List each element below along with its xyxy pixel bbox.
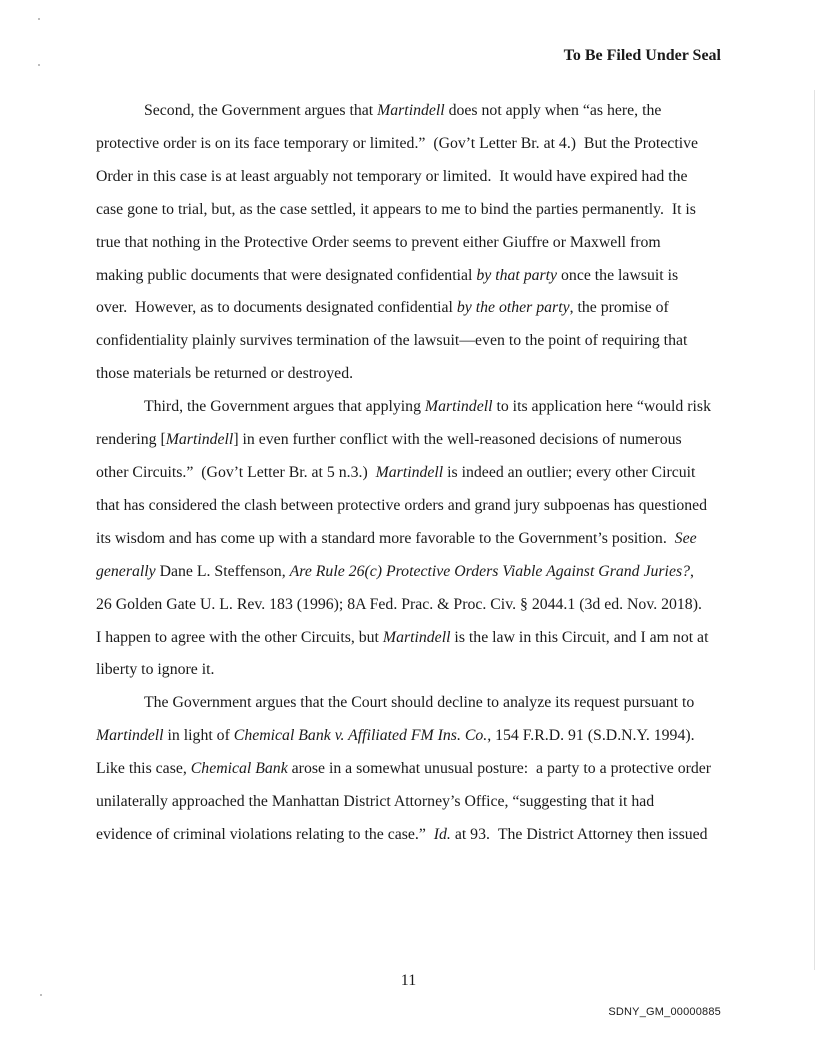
text-line: 26 Golden Gate U. L. Rev. 183 (1996); 8A Fed. Prac. & Proc. Civ. § 2044.1 (3d ed. Nov. 2018).	[96, 595, 702, 613]
text-line: confidentiality plainly survives termination of the lawsuit—even to the point of requiring that	[96, 332, 688, 350]
text-line: protective order is on its face temporary or limited.” (Gov’t Letter Br. at 4.) But the Protective	[96, 134, 699, 152]
text-line: I happen to agree with the other Circuits, but Martindell is the law in this Circuit, and I am not at	[96, 628, 709, 646]
text-line: making public documents that were designated confidential by that party once the lawsuit is	[96, 266, 679, 284]
text-line: The Government argues that the Court should decline to analyze its request pursuant to	[144, 694, 695, 712]
scan-speck	[38, 64, 40, 66]
text-line: rendering [Martindell] in even further conflict with the well-reasoned decisions of numerous	[96, 431, 682, 449]
scan-speck	[38, 18, 40, 20]
text-line: Like this case, Chemical Bank arose in a somewhat unusual posture: a party to a protective order	[96, 760, 712, 778]
text-line: generally Dane L. Steffenson, Are Rule 26(c) Protective Orders Viable Against Grand Juries?,	[96, 562, 694, 580]
text-line: unilaterally approached the Manhattan District Attorney’s Office, “suggesting that it had	[96, 793, 655, 811]
scan-edge-rule	[814, 90, 815, 970]
bates-number: SDNY_GM_00000885	[608, 1006, 721, 1018]
seal-header: To Be Filed Under Seal	[563, 47, 721, 64]
text-line: that has considered the clash between protective orders and grand jury subpoenas has questioned	[96, 496, 708, 514]
text-line: other Circuits.” (Gov’t Letter Br. at 5 n.3.) Martindell is indeed an outlier; every other Circuit	[96, 463, 696, 481]
text-line: true that nothing in the Protective Order seems to prevent either Giuffre or Maxwell from	[96, 233, 661, 251]
scan-speck	[40, 994, 42, 996]
text-line: Martindell in light of Chemical Bank v. Affiliated FM Ins. Co., 154 F.R.D. 91 (S.D.N.Y. 1994).	[96, 727, 695, 745]
opinion-body	[96, 95, 720, 852]
text-line: Order in this case is at least arguably not temporary or limited. It would have expired had the	[96, 167, 688, 185]
text-line: Third, the Government argues that applying Martindell to its application here “would risk	[144, 398, 711, 416]
paragraph-government-temporary-order	[96, 95, 720, 391]
paragraph-government-other-circuits	[96, 391, 720, 687]
text-line: case gone to trial, but, as the case settled, it appears to me to bind the parties permanently. It is	[96, 200, 696, 218]
text-line: its wisdom and has come up with a standard more favorable to the Government’s position. See	[96, 529, 697, 547]
text-line: those materials be returned or destroyed.	[96, 365, 354, 383]
text-line: liberty to ignore it.	[96, 661, 215, 679]
text-line: evidence of criminal violations relating to the case.” Id. at 93. The District Attorney then issued	[96, 825, 708, 843]
text-line: Second, the Government argues that Martindell does not apply when “as here, the	[144, 102, 662, 119]
page-number: 11	[400, 972, 417, 989]
paragraph-chemical-bank	[96, 687, 720, 852]
text-line: over. However, as to documents designated confidential by the other party, the promise of	[96, 299, 669, 317]
